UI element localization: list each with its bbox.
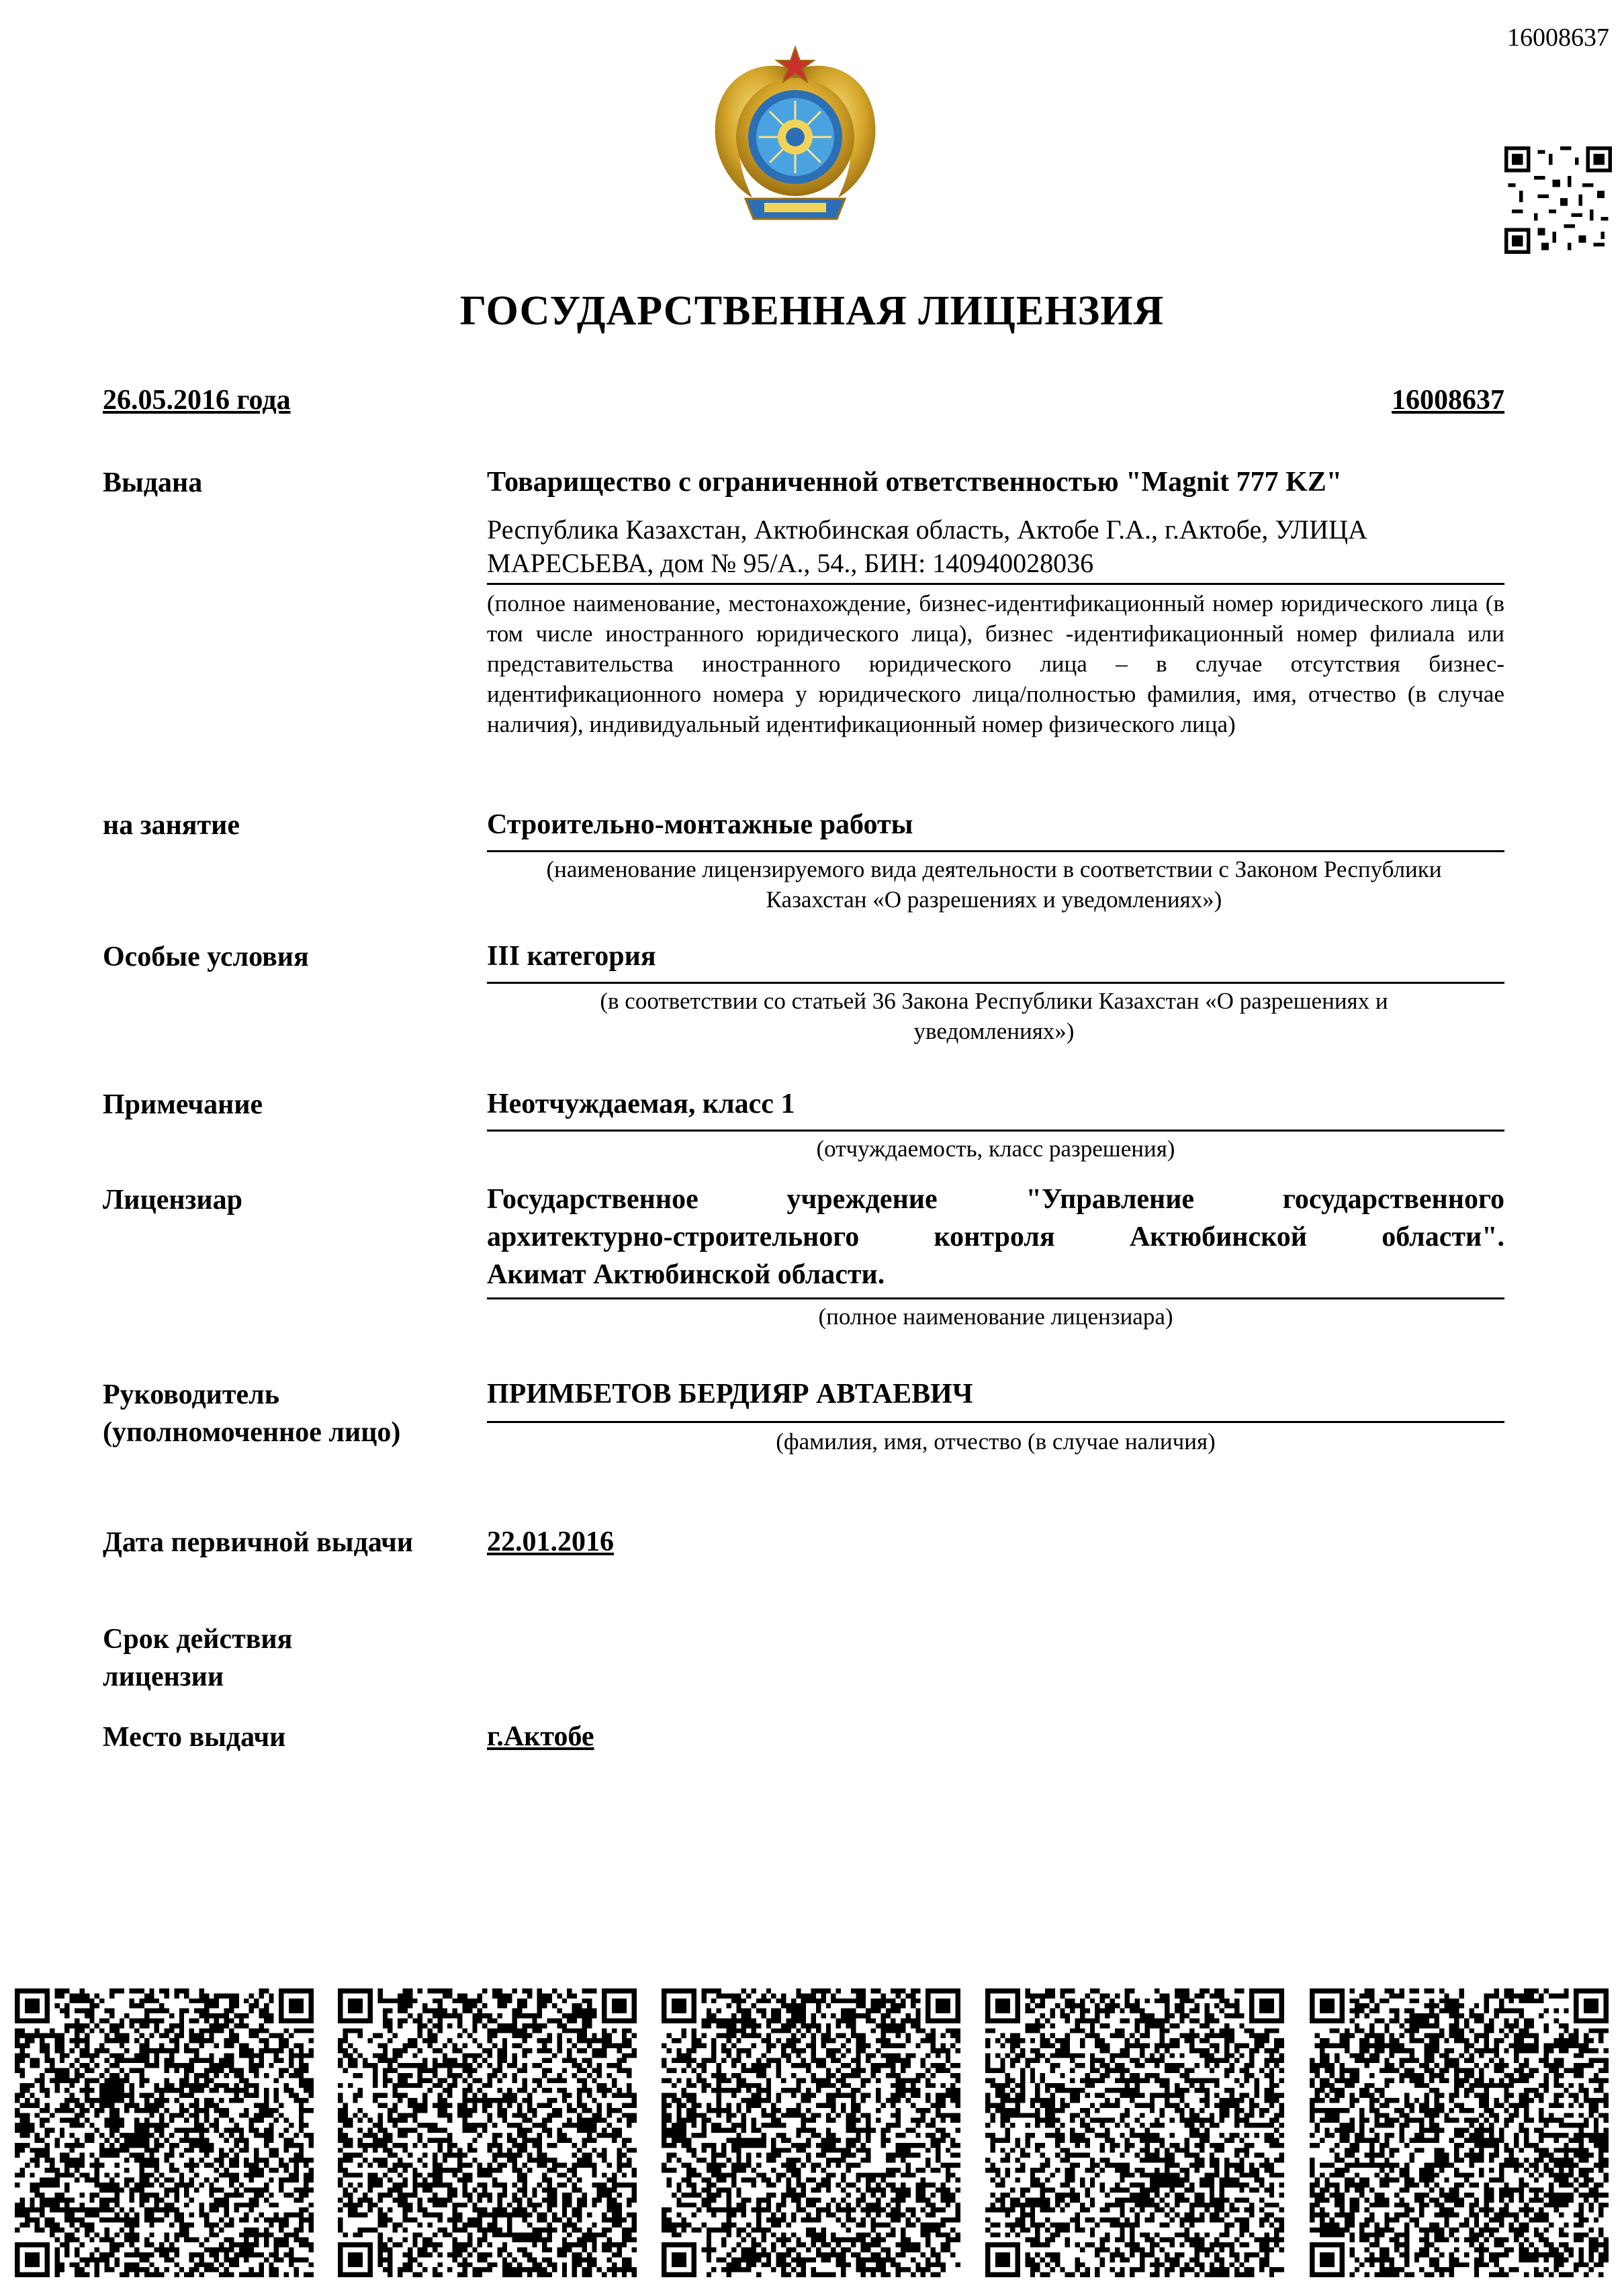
document-title: ГОСУДАРСТВЕННАЯ ЛИЦЕНЗИЯ	[459, 288, 1165, 334]
activity-value: Строительно-монтажные работы	[487, 809, 913, 840]
qr-code-icon	[1310, 1988, 1609, 2278]
license-number: 16008637	[1392, 385, 1504, 416]
qr-code-icon	[985, 1988, 1284, 2278]
first-issue-date: 22.01.2016	[487, 1526, 614, 1557]
conditions-value: III категория	[487, 941, 656, 972]
remark-value: Неотчуждаемая, класс 1	[487, 1089, 795, 1119]
head-name: ПРИМБЕТОВ БЕРДИЯР АВТАЕВИЧ	[487, 1379, 973, 1410]
head-label-line2: (уполномоченное лицо)	[103, 1417, 401, 1448]
remark-note: (отчуждаемость, класс разрешения)	[816, 1136, 1175, 1162]
issued-address-line1: Республика Казахстан, Актюбинская область, Актобе Г.А., г.Актобе, УЛИЦА	[487, 514, 1367, 545]
activity-rule	[487, 850, 1504, 852]
activity-label: на занятие	[103, 810, 240, 841]
licensor-line2: архитектурно-строительного контроля Актюбинской области".	[487, 1222, 1504, 1252]
issued-note: (полное наименование, местонахождение, бизнес-идентификационный номер юридического лица (в том числе иностранного юридического лица), бизнес -идентификационный номер филиала или представительства иностранного юридического лица – в случае отсутствия бизнес-идентификационного номера у юридического лица/полностью фамилия, имя, отчество (в случае наличия), индивидуальный идентификационный номер физического лица)	[487, 590, 1504, 737]
issued-label: Выдана	[103, 467, 203, 498]
state-emblem-icon	[705, 43, 885, 230]
conditions-rule	[487, 982, 1504, 984]
validity-label-line1: Срок действия	[103, 1624, 293, 1655]
activity-note: (наименование лицензируемого вида деятельности в соответствии с Законом Республики Казахстан «О разрешениях и уведомлениях»)	[546, 856, 1442, 913]
issued-rule	[487, 583, 1504, 585]
remark-label: Примечание	[103, 1089, 263, 1120]
document-number-corner: 16008637	[1507, 24, 1609, 52]
place-value: г.Актобе	[487, 1721, 594, 1752]
issue-date: 26.05.2016 года	[103, 385, 291, 416]
licensor-rule	[487, 1297, 1504, 1299]
remark-rule	[487, 1130, 1504, 1132]
first-issue-label: Дата первичной выдачи	[103, 1527, 414, 1558]
head-rule	[487, 1421, 1504, 1423]
place-label: Место выдачи	[103, 1722, 286, 1753]
licensor-line1: Государственное учреждение "Управление государственного	[487, 1184, 1504, 1215]
head-note: (фамилия, имя, отчество (в случае наличия)	[776, 1428, 1216, 1455]
issued-address-line2: МАРЕСЬЕВА, дом № 95/А., 54., БИН: 140940028036	[487, 548, 1094, 578]
validity-label-line2: лицензии	[103, 1661, 224, 1692]
qr-code-icon	[1504, 146, 1612, 254]
head-label-line1: Руководитель	[103, 1379, 279, 1410]
issued-company-name: Товарищество с ограниченной ответственностью "Magnit 777 KZ"	[487, 467, 1343, 498]
licensor-line3: Акимат Актюбинской области.	[487, 1259, 885, 1290]
licensor-note: (полное наименование лицензиара)	[818, 1303, 1173, 1330]
qr-code-icon	[15, 1988, 314, 2278]
conditions-label: Особые условия	[103, 942, 309, 972]
qr-code-icon	[338, 1988, 637, 2278]
qr-code-icon	[662, 1988, 960, 2278]
conditions-note: (в соответствии со статьей 36 Закона Республики Казахстан «О разрешениях и уведомлениях»)	[600, 988, 1388, 1044]
licensor-label: Лицензиар	[103, 1185, 242, 1215]
